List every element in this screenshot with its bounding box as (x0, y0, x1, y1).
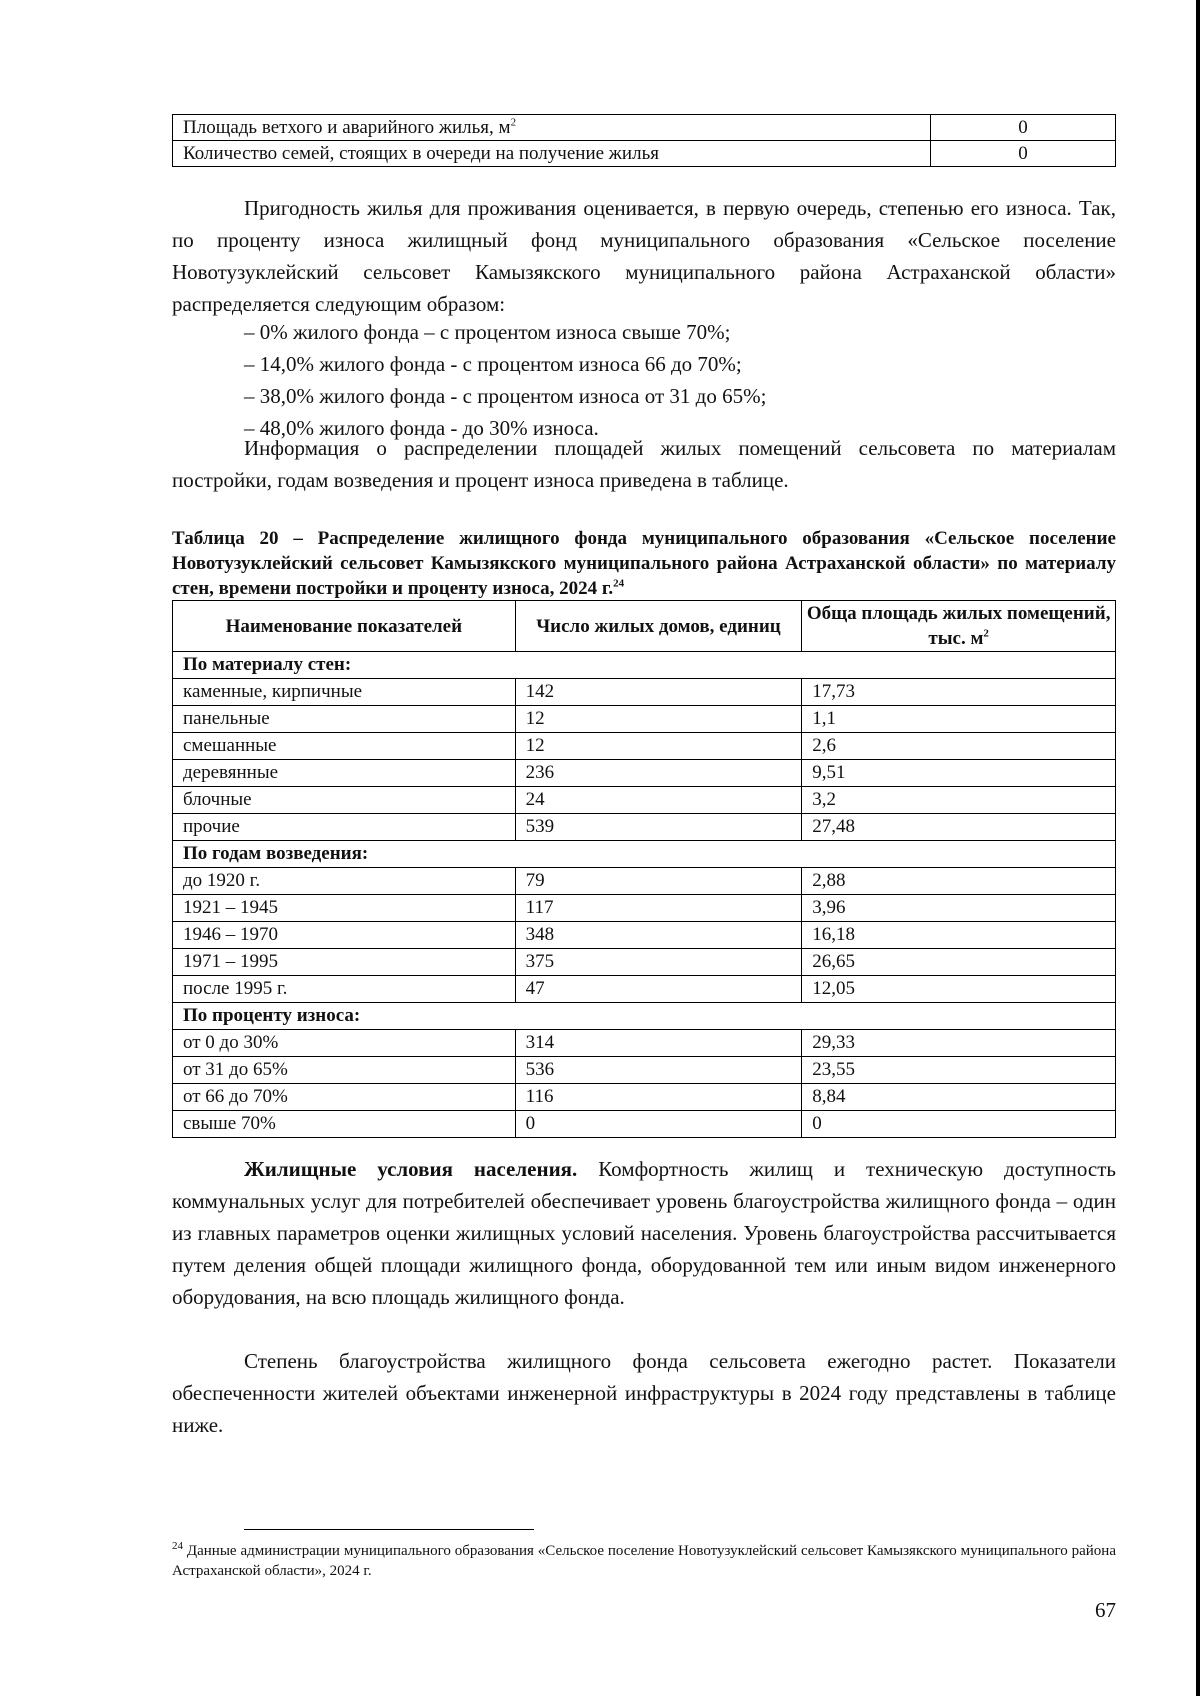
table-cell: 117 (515, 895, 802, 922)
table-cell: 1946 – 1970 (173, 922, 516, 949)
section-title: По годам возведения: (173, 841, 1116, 868)
table-cell: 236 (515, 760, 802, 787)
list-item: – 38,0% жилого фонда - с процентом износа от 31 до 65%; (244, 380, 766, 412)
footnote-separator (244, 1529, 534, 1530)
table-row (173, 976, 1116, 1003)
table-row (173, 679, 1116, 706)
table-cell: 17,73 (802, 679, 1116, 706)
column-header: Наименование показателей (173, 601, 516, 652)
table-cell: 1,1 (802, 706, 1116, 733)
table-cell: 12,05 (802, 976, 1116, 1003)
table-cell: 348 (515, 922, 802, 949)
table-cell: 116 (515, 1084, 802, 1111)
table-cell: до 1920 г. (173, 868, 516, 895)
table-row (173, 1084, 1116, 1111)
column-header: Обща площадь жилых помещений, тыс. $м^2$ (802, 601, 1116, 652)
column-header: Число жилых домов, единиц (515, 601, 802, 652)
table-row (173, 141, 1116, 167)
table-cell: 2,88 (802, 868, 1116, 895)
table-row (173, 895, 1116, 922)
table-cell: Количество семей, стоящих в очереди на получение жилья (173, 141, 931, 167)
table-cell: после 1995 г. (173, 976, 516, 1003)
table-cell: от 31 до 65% (173, 1057, 516, 1084)
table-cell: панельные (173, 706, 516, 733)
table-row (173, 115, 1116, 141)
table-cell: 0 (802, 1111, 1116, 1138)
section-row (173, 841, 1116, 868)
page-number: 67 (1095, 1598, 1116, 1622)
housing-table (172, 600, 1116, 1138)
table-row (173, 949, 1116, 976)
table-cell: от 0 до 30% (173, 1030, 516, 1057)
table-cell: 142 (515, 679, 802, 706)
page-edge (1196, 0, 1200, 1696)
table-cell: 1921 – 1945 (173, 895, 516, 922)
table-cell: 539 (515, 814, 802, 841)
table-body (173, 652, 1116, 1138)
paragraph: Жилищные условия населения. Комфортность жилищ и техническую доступность коммунальных услуг для потребителей обеспечивает уровень благоустройства жилищного фонда – один из главных параметров оценки жилищных условий населения. Уровень благоустройства рассчитывается путем деления общей площади жилищного фонда, оборудованной тем или иным видом инженерного оборудования, на всю площадь жилищного фонда. (172, 1157, 1117, 1309)
table-cell: свыше 70% (173, 1111, 516, 1138)
table-cell: смешанные (173, 733, 516, 760)
table-cell: 47 (515, 976, 802, 1003)
table-cell: 3,96 (802, 895, 1116, 922)
section-row (173, 652, 1116, 679)
table-cell: 12 (515, 706, 802, 733)
section-row (173, 1003, 1116, 1030)
table-cell: 0 (931, 115, 1116, 141)
table-row (173, 1057, 1116, 1084)
table-cell: 26,65 (802, 949, 1116, 976)
list-item: – 14,0% жилого фонда - с процентом износа 66 до 70%; (244, 348, 766, 380)
table-cell: 9,51 (802, 760, 1116, 787)
table-cell: от 66 до 70% (173, 1084, 516, 1111)
table-cell: 27,48 (802, 814, 1116, 841)
table-row (173, 706, 1116, 733)
table-row (173, 922, 1116, 949)
table-cell: блочные (173, 787, 516, 814)
table-cell: 8,84 (802, 1084, 1116, 1111)
table-cell: 375 (515, 949, 802, 976)
list-item: – 0% жилого фонда – с процентом износа свыше 70%; (244, 316, 766, 348)
table-row (173, 814, 1116, 841)
table-row (173, 1030, 1116, 1057)
table-row (173, 787, 1116, 814)
table-cell: деревянные (173, 760, 516, 787)
table-caption: Таблица 20 – Распределение жилищного фонда муниципального образования «Сельское поселение Новотузуклейский сельсовет Камызякского муниципального района Астраханской области» по материалу стен, времени постройки и проценту износа, 2024 г.$^{24}$ (172, 528, 1116, 599)
paragraph: Степень благоустройства жилищного фонда сельсовета ежегодно растет. Показатели обеспеченности жителей объектами инженерной инфраструктуры в 2024 году представлены в таблице ниже. (172, 1349, 1116, 1437)
table-row (173, 868, 1116, 895)
table-cell: 0 (515, 1111, 802, 1138)
table-cell: 0 (931, 141, 1116, 167)
table-cell: 29,33 (802, 1030, 1116, 1057)
table-cell: 79 (515, 868, 802, 895)
table-cell: каменные, кирпичные (173, 679, 516, 706)
table-cell: 2,6 (802, 733, 1116, 760)
section-title: По материалу стен: (173, 652, 1116, 679)
table-cell: 23,55 (802, 1057, 1116, 1084)
table-header-row (173, 601, 1116, 652)
section-title: По проценту износа: (173, 1003, 1116, 1030)
table-cell: 24 (515, 787, 802, 814)
summary-table (172, 114, 1116, 167)
footnote: $^{24}$ Данные администрации муниципального образования «Сельское поселение Новотузуклейский сельсовет Камызякского муниципального района Астраханской области», 2024 г. (172, 1540, 1116, 1579)
paragraph: Информация о распределении площадей жилых помещений сельсовета по материалам постройки, годам возведения и процент износа приведена в таблице. (172, 436, 1116, 492)
table-row (173, 760, 1116, 787)
list-item: – 48,0% жилого фонда - до 30% износа. (244, 412, 766, 444)
table-cell: 12 (515, 733, 802, 760)
table-cell: 1971 – 1995 (173, 949, 516, 976)
table-row (173, 733, 1116, 760)
table-cell: прочие (173, 814, 516, 841)
paragraph: Пригодность жилья для проживания оценивается, в первую очередь, степенью его износа. Так, по проценту износа жилищный фонд муниципального образования «Сельское поселение Новотузуклейский сельсовет Камызякского муниципального района Астраханской области» распределяется следующим образом: (172, 196, 1116, 316)
table-cell: 16,18 (802, 922, 1116, 949)
table-cell: 3,2 (802, 787, 1116, 814)
table-cell: 536 (515, 1057, 802, 1084)
wear-list (244, 316, 766, 444)
table-row (173, 1111, 1116, 1138)
table-cell: 314 (515, 1030, 802, 1057)
table-cell: Площадь ветхого и аварийного жилья, $м^2$ (173, 115, 931, 141)
